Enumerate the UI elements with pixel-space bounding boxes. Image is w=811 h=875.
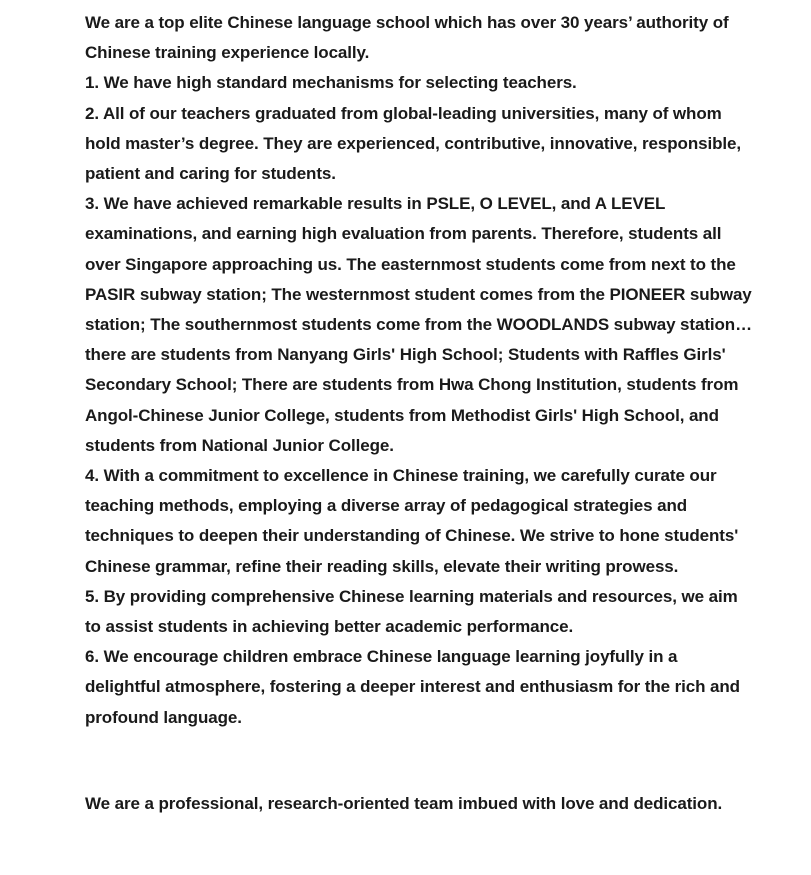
list-item: 4. With a commitment to excellence in Chinese training, we carefully curate our teaching methods, employing a diverse array of pedagogical strategies and techniques to deepen their understanding of Chinese. We strive to hone students' Chinese grammar, refine their reading skills, elevate their writing prowess. — [85, 466, 739, 576]
list-item: 6. We encourage children embrace Chinese language learning joyfully in a delightful atmosphere, fostering a deeper interest and enthusiasm for the rich and profound language. — [85, 647, 740, 727]
list-item: 1. We have high standard mechanisms for selecting teachers. — [85, 73, 577, 93]
closing-paragraph: We are a professional, research-oriented team imbued with love and dedication. — [85, 793, 723, 813]
list-item: 2. All of our teachers graduated from global-leading universities, many of whom hold master’s degree. They are experienced, contributive, innovative, responsible, patient and caring for students. — [85, 103, 741, 184]
paragraph-gap — [85, 733, 757, 789]
list-item: 5. By providing comprehensive Chinese learning materials and resources, we aim to assist students in achieving better academic performance. — [85, 586, 738, 637]
list-item: 3. We have achieved remarkable results in PSLE, O LEVEL, and A LEVEL examinations, and earning high evaluation from parents. Therefore, students all over Singapore approaching us. The easternmost students come from next to the PASIR subway station; The westernmost student comes from the PIONEER subway station; The southernmost students come from the WOODLANDS subway station… there are students from Nanyang Girls' High School; Students with Raffles Girls' Secondary School; There are students from Hwa Chong Institution, students from Angol-Chinese Junior College, students from Methodist Girls' High School, and students from National Junior College. — [85, 194, 752, 455]
intro-paragraph: We are a top elite Chinese language school which has over 30 years’ authority of Chinese training experience locally. — [85, 13, 729, 63]
document-body — [85, 8, 757, 819]
